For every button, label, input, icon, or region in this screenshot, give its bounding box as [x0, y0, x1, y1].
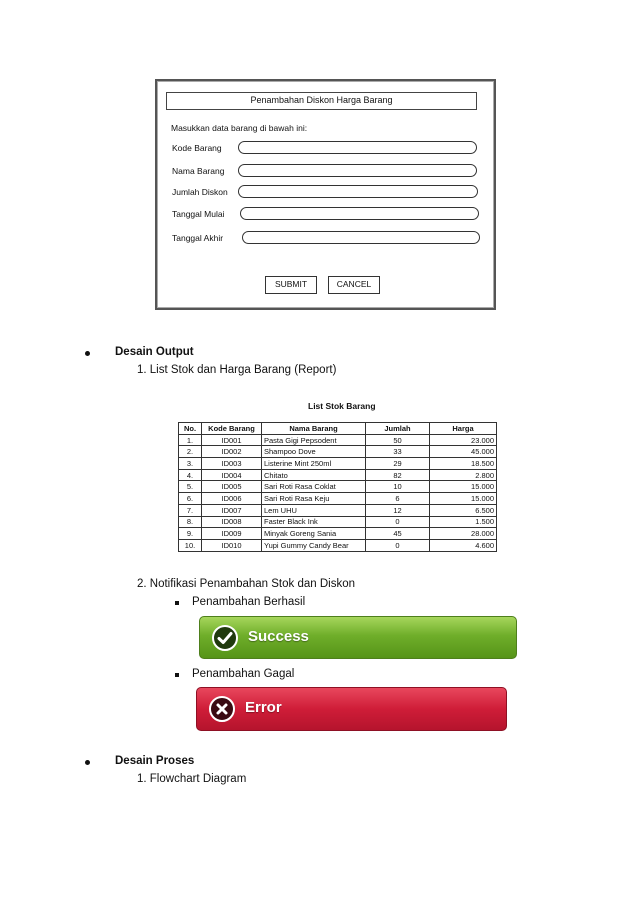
bullet-icon — [85, 760, 90, 765]
col-header: No. — [179, 423, 202, 435]
cell-kode: ID008 — [202, 516, 262, 528]
table-row — [179, 504, 497, 516]
success-notification — [199, 616, 517, 659]
cell-jumlah: 33 — [366, 446, 430, 458]
sub-item-gagal: Penambahan Gagal — [192, 668, 295, 680]
cell-harga: 28.000 — [430, 528, 497, 540]
cell-kode: ID005 — [202, 481, 262, 493]
cell-no: 6. — [179, 493, 202, 505]
cell-nama: Yupi Gummy Candy Bear — [262, 539, 366, 551]
list-item-notifikasi: 2. Notifikasi Penambahan Stok dan Diskon — [137, 578, 355, 590]
cell-jumlah: 29 — [366, 458, 430, 470]
table-row — [179, 434, 497, 446]
sub-item-berhasil: Penambahan Berhasil — [192, 596, 306, 608]
label-tanggal-mulai: Tanggal Mulai — [172, 209, 225, 219]
cell-no: 9. — [179, 528, 202, 540]
cell-jumlah: 45 — [366, 528, 430, 540]
label-jumlah-diskon: Jumlah Diskon — [172, 187, 228, 197]
cell-jumlah: 82 — [366, 469, 430, 481]
jumlah-diskon-input[interactable] — [238, 185, 478, 198]
cell-jumlah: 10 — [366, 481, 430, 493]
cell-kode: ID003 — [202, 458, 262, 470]
cell-nama: Listerine Mint 250ml — [262, 458, 366, 470]
cell-no: 2. — [179, 446, 202, 458]
cell-jumlah: 12 — [366, 504, 430, 516]
cell-kode: ID010 — [202, 539, 262, 551]
col-header: Jumlah — [366, 423, 430, 435]
cell-harga: 23.000 — [430, 434, 497, 446]
table-row — [179, 528, 497, 540]
x-icon — [209, 696, 235, 722]
col-header: Harga — [430, 423, 497, 435]
list-item-flowchart: 1. Flowchart Diagram — [137, 773, 247, 785]
cell-no: 7. — [179, 504, 202, 516]
cell-harga: 45.000 — [430, 446, 497, 458]
cell-nama: Chitato — [262, 469, 366, 481]
error-text: Error — [245, 699, 282, 716]
square-bullet-icon — [175, 673, 179, 677]
table-row — [179, 446, 497, 458]
tanggal-mulai-input[interactable] — [240, 207, 479, 220]
cell-nama: Pasta Gigi Pepsodent — [262, 434, 366, 446]
table-row — [179, 469, 497, 481]
cell-nama: Minyak Goreng Sania — [262, 528, 366, 540]
heading-desain-proses: Desain Proses — [115, 755, 195, 767]
col-header: Kode Barang — [202, 423, 262, 435]
table-row — [179, 493, 497, 505]
table-row — [179, 458, 497, 470]
cell-kode: ID006 — [202, 493, 262, 505]
table-header-row — [179, 423, 497, 435]
table-row — [179, 516, 497, 528]
cell-harga: 4.600 — [430, 539, 497, 551]
cell-kode: ID002 — [202, 446, 262, 458]
stock-table — [178, 422, 497, 552]
cell-nama: Sari Roti Rasa Coklat — [262, 481, 366, 493]
bullet-icon — [85, 351, 90, 356]
check-icon — [212, 625, 238, 651]
label-tanggal-akhir: Tanggal Akhir — [172, 233, 224, 243]
cell-no: 10. — [179, 539, 202, 551]
cell-harga: 15.000 — [430, 493, 497, 505]
cell-jumlah: 0 — [366, 516, 430, 528]
cell-nama: Shampoo Dove — [262, 446, 366, 458]
cell-kode: ID009 — [202, 528, 262, 540]
cell-nama: Faster Black Ink — [262, 516, 366, 528]
square-bullet-icon — [175, 601, 179, 605]
tanggal-akhir-input[interactable] — [242, 231, 480, 244]
cancel-button[interactable]: CANCEL — [328, 276, 380, 294]
list-item-report: 1. List Stok dan Harga Barang (Report) — [137, 364, 337, 376]
heading-desain-output: Desain Output — [115, 346, 194, 358]
cell-no: 8. — [179, 516, 202, 528]
label-kode-barang: Kode Barang — [172, 143, 222, 153]
cell-nama: Sari Roti Rasa Keju — [262, 493, 366, 505]
form-title: Penambahan Diskon Harga Barang — [166, 92, 477, 110]
label-nama-barang: Nama Barang — [172, 166, 225, 176]
col-header: Nama Barang — [262, 423, 366, 435]
cell-no: 1. — [179, 434, 202, 446]
error-notification — [196, 687, 507, 731]
cell-kode: ID001 — [202, 434, 262, 446]
cell-harga: 18.500 — [430, 458, 497, 470]
cell-jumlah: 50 — [366, 434, 430, 446]
cell-no: 4. — [179, 469, 202, 481]
report-title: List Stok Barang — [308, 401, 376, 411]
cell-no: 3. — [179, 458, 202, 470]
cell-harga: 6.500 — [430, 504, 497, 516]
cell-harga: 2.800 — [430, 469, 497, 481]
kode-barang-input[interactable] — [238, 141, 477, 154]
cell-no: 5. — [179, 481, 202, 493]
cell-kode: ID007 — [202, 504, 262, 516]
success-text: Success — [248, 628, 309, 645]
cell-nama: Lem UHU — [262, 504, 366, 516]
table-row — [179, 539, 497, 551]
table-row — [179, 481, 497, 493]
cell-kode: ID004 — [202, 469, 262, 481]
cell-harga: 15.000 — [430, 481, 497, 493]
form-intro: Masukkan data barang di bawah ini: — [171, 123, 308, 133]
submit-button[interactable]: SUBMIT — [265, 276, 317, 294]
nama-barang-input[interactable] — [238, 164, 477, 177]
cell-jumlah: 0 — [366, 539, 430, 551]
cell-harga: 1.500 — [430, 516, 497, 528]
cell-jumlah: 6 — [366, 493, 430, 505]
